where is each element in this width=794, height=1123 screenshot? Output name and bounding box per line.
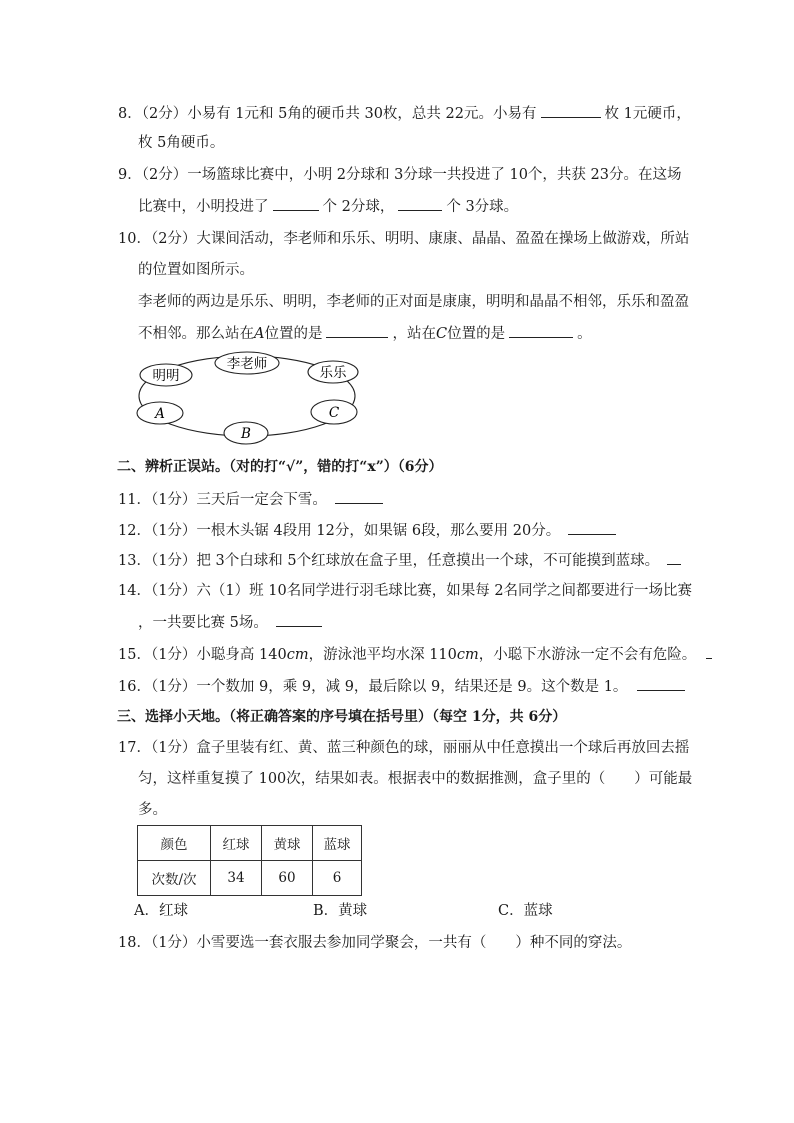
q15-text-a: 15．（1分）小聪身高 140 [118, 647, 287, 663]
table-cell-yellow: 60 [262, 861, 313, 896]
q14-blank[interactable] [276, 612, 322, 627]
q9-text: 9．（2分）一场篮球比赛中，小明 2分球和 3分球一共投进了 10个，共获 23分。在这场 [118, 167, 682, 183]
q9-text-c: 个 3分球。 [446, 199, 519, 215]
question-14-line-2 [138, 612, 326, 633]
q9-blank-2[interactable] [398, 196, 442, 211]
question-17-line-1 [118, 738, 689, 758]
svg-text:乐乐: 乐乐 [319, 365, 347, 381]
q17-frequency-table [137, 825, 362, 896]
svg-text:C: C [328, 405, 340, 421]
section-3-title: 三、选择小天地。（将正确答案的序号填在括号里）（每空 1分，共 6分） [117, 709, 567, 725]
table-cell-red: 34 [211, 861, 262, 896]
q10-label-c: C [435, 326, 448, 342]
q16-text: 16．（1分）一个数加 9，乘 9，减 9，最后除以 9，结果还是 9。这个数是 1。 [118, 679, 628, 695]
q15-text-b: ，游泳池平均水深 110 [308, 647, 457, 663]
section-2-title: 二、辨析正误站。（对的打“√”，错的打“x”）（6分） [117, 459, 443, 475]
q15-unit-1: cm [286, 647, 309, 663]
q10-blank-1[interactable] [326, 323, 388, 338]
svg-text:B: B [241, 426, 251, 442]
question-10-line-4 [138, 323, 592, 344]
table-row-label: 次数/次 [138, 861, 211, 896]
q10-text-2: 的位置如图所示。 [138, 262, 254, 278]
question-10-line-1 [118, 229, 689, 249]
question-12 [118, 520, 620, 541]
table-row [138, 861, 362, 896]
q9-text-b: 个 2分球， [322, 199, 395, 215]
q17-text-3: 多。 [138, 802, 167, 818]
q10-label-a: A [254, 326, 265, 342]
q14-text-1: 14．（1分）六（1）班 10名同学进行羽毛球比赛，如果每 2名同学之间都要进行一场比赛 [118, 583, 693, 599]
q8-blank-1[interactable] [541, 103, 601, 118]
node-teacher [215, 352, 279, 374]
q15-blank[interactable] [706, 644, 712, 659]
q12-blank[interactable] [568, 520, 616, 535]
q10-blank-2[interactable] [509, 323, 573, 338]
node-lele [308, 361, 358, 383]
svg-text:明明: 明明 [152, 368, 180, 384]
question-9-line-2 [138, 196, 518, 217]
question-16 [118, 676, 689, 697]
q9-blank-1[interactable] [273, 196, 319, 211]
node-mingming [140, 364, 192, 386]
table-header-red: 红球 [211, 826, 262, 861]
question-17-line-3 [138, 800, 167, 820]
question-13 [118, 550, 685, 571]
q8-text-2: 枚 1元硬币， [604, 106, 691, 122]
question-15 [118, 644, 716, 665]
q17-text-1: 17．（1分）盒子里装有红、黄、蓝三种颜色的球，丽丽从中任意摸出一个球后再放回去摇 [118, 740, 690, 756]
q12-text: 12．（1分）一根木头锯 4段用 12分，如果锯 6段，那么要用 20分。 [118, 523, 561, 539]
question-9-line-1 [118, 165, 682, 185]
q15-text-c: ，小聪下水游泳一定不会有危险。 [478, 647, 697, 663]
question-8-line-2 [138, 133, 224, 153]
node-a [137, 402, 183, 424]
svg-text:A: A [155, 406, 165, 422]
q11-text: 11．（1分）三天后一定会下雪。 [118, 492, 327, 508]
q10-text-4a: 不相邻。那么站在 [138, 326, 254, 342]
svg-text:李老师: 李老师 [226, 356, 268, 372]
question-14-line-1 [118, 581, 692, 601]
question-17-line-2 [138, 769, 692, 789]
q13-text: 13．（1分）把 3个白球和 5个红球放在盒子里，任意摸出一个球，不可能摸到蓝球。 [118, 553, 660, 569]
question-11 [118, 489, 387, 510]
q13-blank[interactable] [667, 550, 681, 565]
q14-text-2: ，一共要比赛 5场。 [138, 615, 268, 631]
table-header-color: 颜色 [138, 826, 211, 861]
q10-text-4e: 。 [577, 326, 592, 342]
table-header-yellow: 黄球 [262, 826, 313, 861]
q10-text-3: 李老师的两边是乐乐、明明，李老师的正对面是康康，明明和晶晶不相邻，乐乐和盈盈 [138, 294, 689, 310]
q8-text: 8．（2分）小易有 1元和 5角的硬币共 30枚，总共 22元。小易有 [118, 106, 537, 122]
q9-text-a: 比赛中，小明投进了 [138, 199, 269, 215]
q17-option-c[interactable]: C．蓝球 [498, 903, 553, 919]
question-10-line-3 [138, 292, 689, 312]
section-2-heading [117, 457, 443, 477]
q10-text-4b: 位置的是 [264, 326, 323, 342]
question-8-line-1 [118, 103, 691, 124]
question-18 [118, 933, 631, 953]
q11-blank[interactable] [335, 489, 383, 504]
q17-option-a[interactable]: A．红球 [134, 903, 188, 919]
question-10-line-2 [138, 260, 254, 280]
q10-position-diagram [133, 349, 365, 445]
q17-text-2: 匀，这样重复摸了 100次，结果如表。根据表中的数据推测，盒子里的（ ）可能最 [138, 771, 693, 787]
table-cell-blue: 6 [313, 861, 362, 896]
q18-text: 18．（1分）小雪要选一套衣服去参加同学聚会，一共有（ ）种不同的穿法。 [118, 935, 632, 951]
node-c [311, 400, 357, 424]
table-header-row [138, 826, 362, 861]
table-header-blue: 蓝球 [313, 826, 362, 861]
q16-blank[interactable] [637, 676, 685, 691]
q17-option-b[interactable]: B．黄球 [313, 903, 368, 919]
q15-unit-2: cm [456, 647, 479, 663]
q10-text-1: 10．（2分）大课间活动，李老师和乐乐、明明、康康、晶晶、盈盈在操场上做游戏，所站 [118, 231, 690, 247]
section-3-heading [117, 707, 566, 727]
node-b [224, 422, 268, 444]
q10-text-4d: 位置的是 [447, 326, 506, 342]
q10-text-4c: ，站在 [392, 326, 436, 342]
q8-text-3: 枚 5角硬币。 [138, 135, 225, 151]
